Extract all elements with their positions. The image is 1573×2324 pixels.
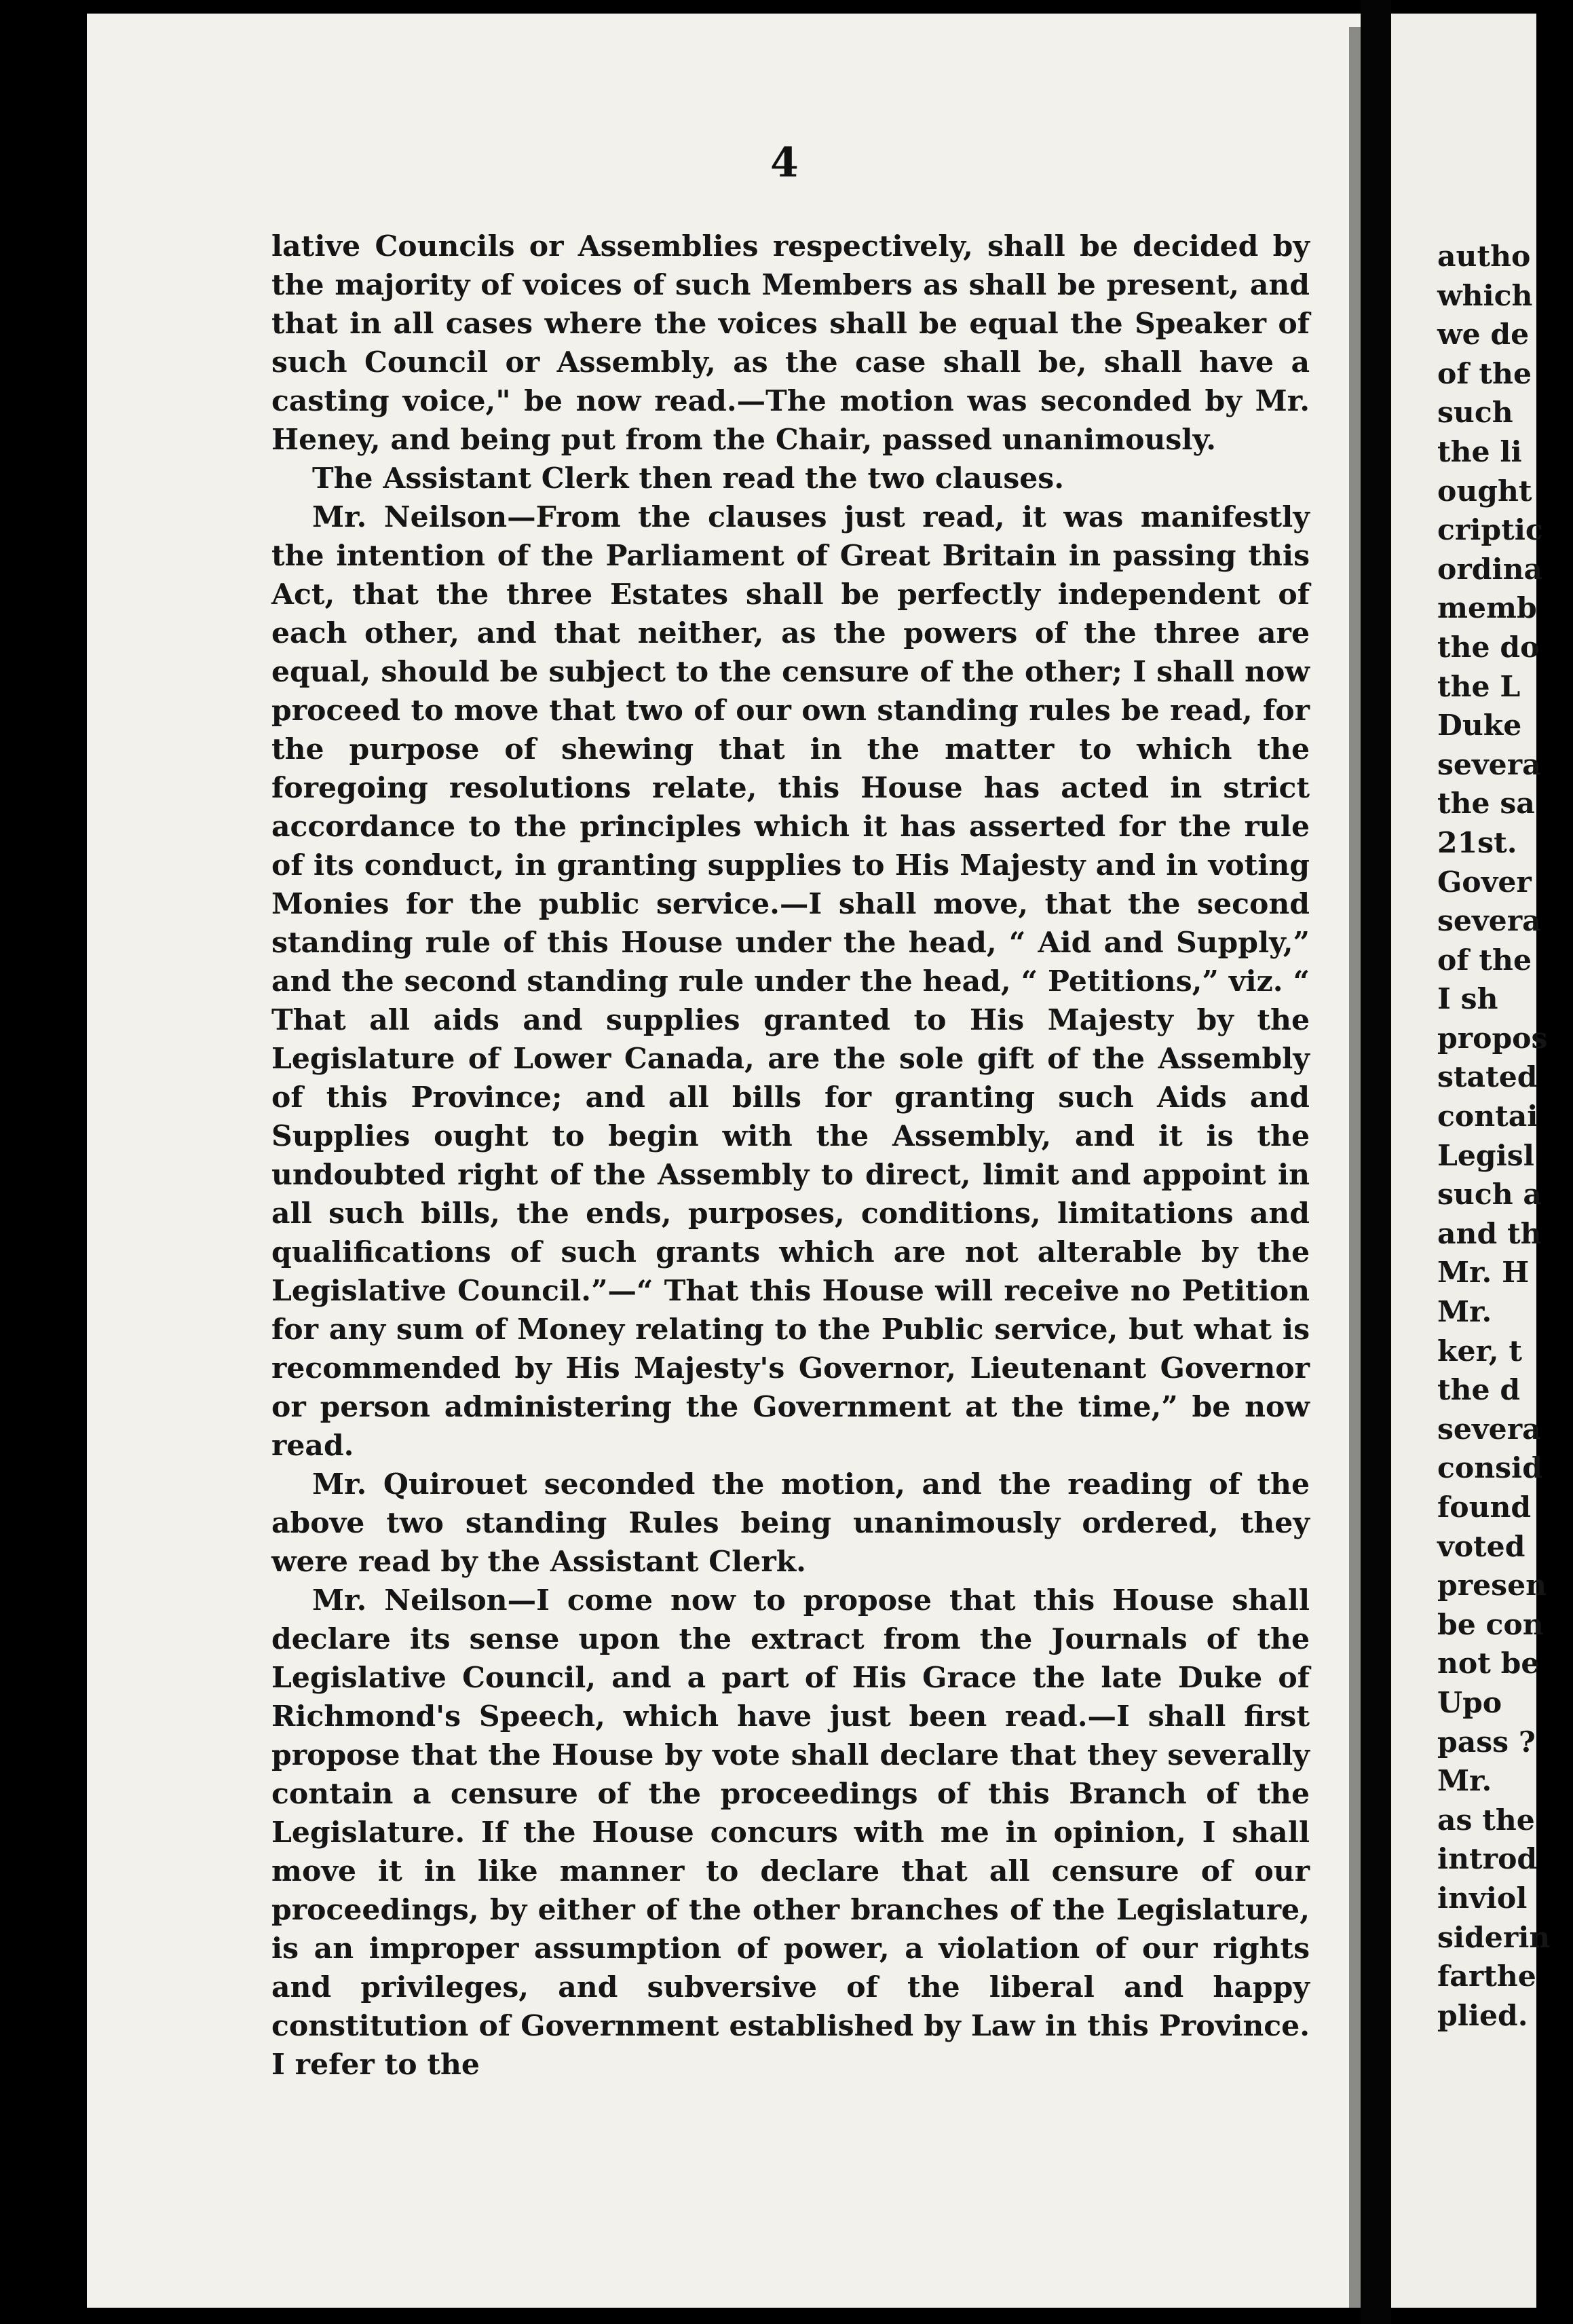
facing-page-text [1437, 238, 1573, 2036]
facing-line: the do [1437, 630, 1540, 664]
facing-line: siderin [1437, 1920, 1551, 1955]
facing-line: memb [1437, 591, 1537, 626]
facing-line: found [1437, 1491, 1532, 1524]
facing-line: not be [1437, 1647, 1540, 1681]
facing-line: contai [1437, 1100, 1538, 1134]
facing-line: we de [1437, 318, 1530, 352]
facing-line: the L [1437, 669, 1521, 704]
facing-line: ker, t [1437, 1334, 1523, 1368]
facing-line: such a [1437, 1178, 1542, 1212]
page-number: 4 [770, 139, 799, 187]
facing-line: farthe [1437, 1960, 1536, 1994]
facing-line: Upo [1437, 1685, 1502, 1720]
facing-line: as the [1437, 1803, 1535, 1837]
facing-line: Gover [1437, 865, 1532, 899]
facing-line: of the [1437, 943, 1532, 977]
facing-line: stated [1437, 1060, 1538, 1095]
facing-page [1391, 14, 1551, 2308]
facing-line: ordina [1437, 552, 1543, 586]
facing-line: criptic [1437, 513, 1543, 548]
facing-line: inviol [1437, 1881, 1528, 1915]
facing-line: Mr. H [1437, 1256, 1530, 1290]
facing-line: consid [1437, 1451, 1542, 1486]
facing-line: and th [1437, 1216, 1542, 1251]
paragraph: Mr. Neilson—From the clauses just read, it was manifestly the intention of the Parliament of Great Britain in passing this Act, that the three Estates shall be perfectly independent of each other, and that neither, as the powers of the three are equal, should be subject to the censure of the other; I shall now proceed to move that two of our own standing rules be read, for the purpose of shewing that in the matter to which the foregoing resolutions relate, this House has acted in strict accordance to the principles which it has asserted for the rule of its conduct, in granting supplies to His Majesty and in voting Monies for the public service.—I shall move, that the second standing rule of this House under the head, “ Aid and Supply,” and the second standing rule under the head, “ Petitions,” viz. “ That all aids and supplies granted to His Majesty by the Legislature of Lower Canada, are the sole gift of the Assembly of this Province; and all bills for granting such Aids and Supplies ought to begin with the Assembly, and it is the undoubted right of the Assembly to direct, limit and appoint in all such bills, the ends, purposes, conditions, limitations and qualifications of such grants which are not alterable by the Legislative Council.”—“ That this House will receive no Petition for any sum of Money relating to the Public service, but what is recommended by His Majesty's Governor, Lieutenant Governor or person administering the Government at the time,” be now read. [271, 500, 1310, 1463]
facing-line: Mr. [1437, 1295, 1492, 1330]
facing-line: Legisl [1437, 1138, 1534, 1173]
facing-line: 21st. [1437, 825, 1517, 860]
facing-line: severa [1437, 904, 1541, 939]
facing-line: presen [1437, 1569, 1547, 1603]
facing-line: ought [1437, 474, 1532, 508]
page-gutter-shadow [1349, 27, 1361, 2308]
facing-line: the sa [1437, 787, 1535, 821]
facing-line: Mr. [1437, 1764, 1492, 1799]
facing-line: severa [1437, 1412, 1541, 1446]
facing-line: such [1437, 396, 1513, 430]
facing-line: be con [1437, 1607, 1544, 1642]
paragraph: lative Councils or Assemblies respectively, shall be decided by the majority of voices of such Members as shall be present, and that in all cases where the voices shall be equal the Speaker of such Council or Assembly, as the case shall be, shall have a casting voice," be now read.—The motion was seconded by Mr. Heney, and being put from the Chair, passed unanimously. [271, 229, 1310, 457]
facing-line: of the [1437, 356, 1532, 391]
facing-line: severa [1437, 747, 1541, 782]
facing-line: I sh [1437, 982, 1498, 1017]
facing-line: introd [1437, 1842, 1538, 1877]
paragraph: Mr. Neilson—I come now to propose that this House shall declare its sense upon the extract from the Journals of the Legislative Council, and a part of His Grace the late Duke of Richmond's Speech, which have just been read.—I shall first propose that the House by vote shall declare that they severally contain a censure of the proceedings of this Branch of the Legislature. If the House concurs with me in opinion, I shall move it in like manner to declare that all censure of our proceedings, by either of the other branches of the Legislature, is an improper assumption of power, a violation of our rights and privileges, and subversive of the liberal and happy constitution of Government established by Law in this Province. I refer to the [271, 1583, 1310, 2082]
facing-line: voted [1437, 1529, 1525, 1564]
facing-line: autho [1437, 240, 1531, 274]
facing-line: which [1437, 278, 1533, 313]
paragraph: Mr. Quirouet seconded the motion, and the reading of the above two standing Rules being unanimously ordered, they were read by the Assistant Clerk. [271, 1467, 1310, 1579]
paragraph: The Assistant Clerk then read the two clauses. [312, 462, 1065, 495]
facing-line: pass ? [1437, 1725, 1536, 1759]
facing-line: plied. [1437, 1998, 1528, 2033]
facing-line: Duke [1437, 709, 1522, 743]
facing-line: propos [1437, 1021, 1548, 1055]
page-gutter [1361, 0, 1391, 2324]
facing-line: the li [1437, 434, 1522, 469]
body-text [271, 227, 1310, 2084]
facing-line: the d [1437, 1373, 1521, 1408]
